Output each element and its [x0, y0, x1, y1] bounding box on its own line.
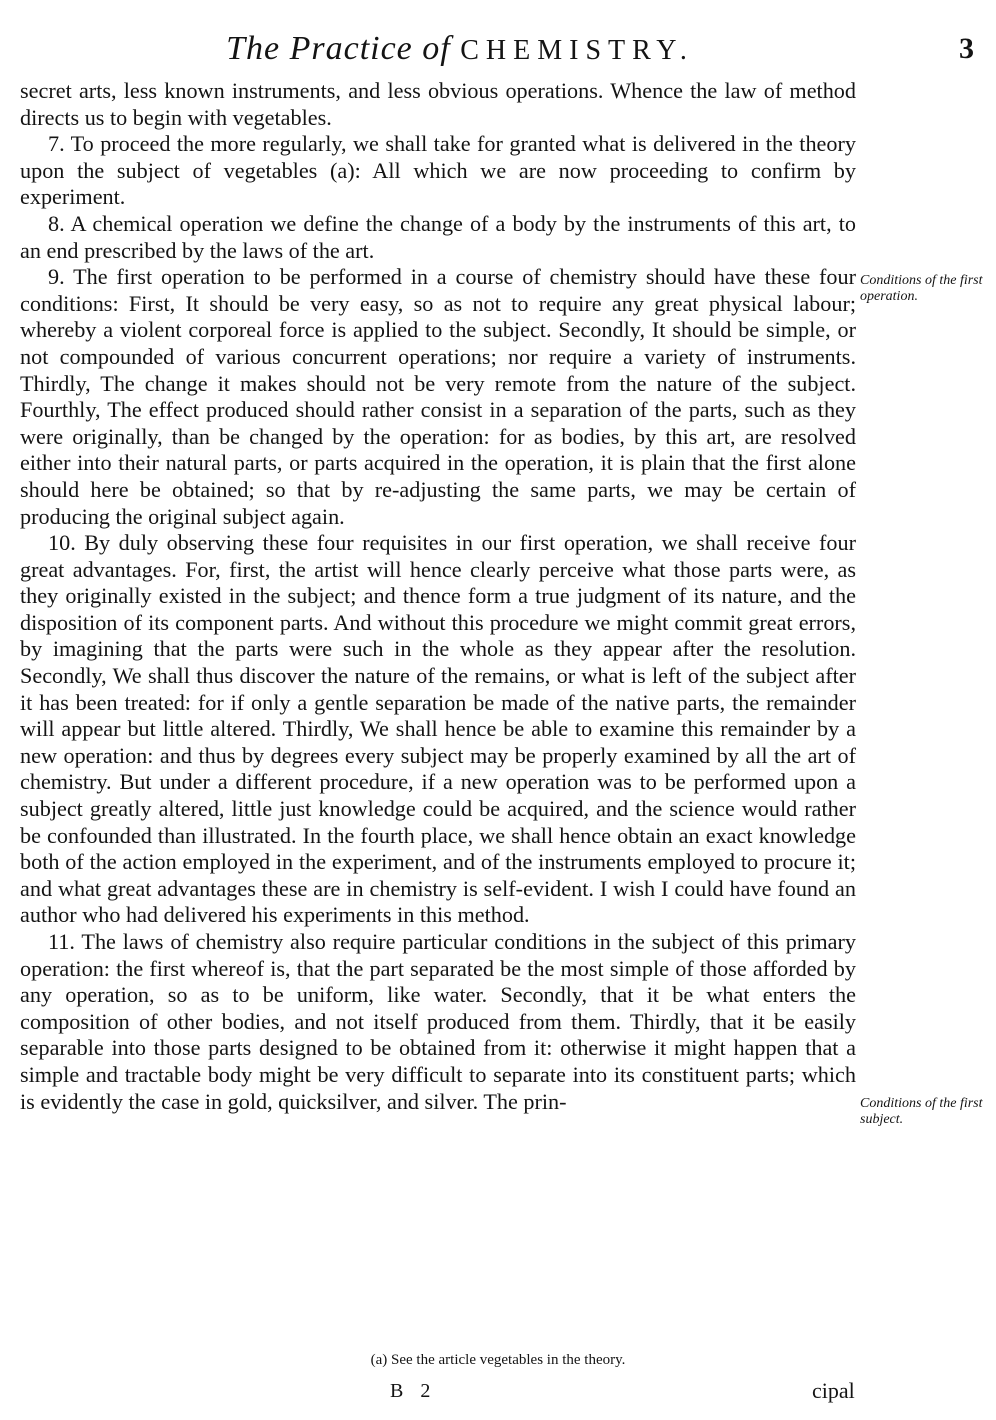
margin-note-first-operation: Conditions of the first operation. [860, 273, 983, 304]
paragraph-9: 9. The first operation to be performed in a course of chemistry should have these four conditions: First, It should be very easy, so as not to require any great physical labour; whereby a violent corporeal force is applied to the subject. Secondly, It should be simple, or not compounded of various concurrent operations; nor require a variety of instruments. Thirdly, The change it makes should not be very remote from the nature of the subject. Fourthly, The effect produced should rather consist in a separation of the parts, such as they were originally, than be changed by the operation: for as bodies, by this art, are resolved either into their natural parts, or parts acquired in the operation, it is plain that the first alone should here be obtained; so that by re-adjusting the same parts, we may be certain of producing the original subject again. [20, 264, 856, 529]
paragraph-11: 11. The laws of chemistry also require particular conditions in the subject of this primary operation: the first whereof is, that the part separated be the most simple of those afforded by any operation, so as to be uniform, like water. Secondly, that it be what enters the composition of other bodies, and not itself produced from them. Thirdly, that it be easily separable into those parts designed to be obtained from it: otherwise it might happen that a simple and tractable body might be very difficult to separate into its constituent parts; which is evidently the case in gold, quicksilver, and silver. The prin- [20, 929, 856, 1114]
body-text [20, 78, 856, 1115]
paragraph-10: 10. By duly observing these four requisites in our first operation, we shall receive four great advantages. For, first, the artist will hence clearly perceive what those parts were, as they originally existed in the subject; and thence form a true judgment of its nature, and the disposition of its component parts. And without this procedure we might commit great errors, by imagining that the parts were such in the whole as they appear after the resolution. Secondly, We shall thus discover the nature of the remains, or what is left of the subject after it has been treated: for if only a gentle separation be made of the native parts, the remainder will appear but little altered. Thirdly, We shall hence be able to examine this remainder by a new operation: and thus by degrees every subject may be properly examined by all the art of chemistry. But under a different procedure, if a new operation was to be performed upon a subject greatly altered, little just knowledge could be acquired, and the science would rather be confounded than illustrated. In the fourth place, we shall hence obtain an exact knowledge both of the action employed in the experiment, and of the instruments employed to procure it; and what great advantages these are in chemistry is self-evident. I wish I could have found an author who had delivered his experiments in this method. [20, 530, 856, 928]
running-head [200, 30, 720, 68]
running-head-caps: CHEMISTRY. [460, 35, 694, 66]
page-number: 3 [959, 32, 974, 65]
catchword: cipal [812, 1378, 855, 1403]
footnote: (a) See the article vegetables in the theory. [370, 1352, 626, 1368]
page-header [0, 30, 996, 70]
margin-note-first-subject: Conditions of the first subject. [860, 1096, 983, 1127]
paragraph-8: 8. A chemical operation we define the change of a body by the instruments of this art, to an end prescribed by the laws of the art. [20, 210, 856, 263]
signature-mark: B 2 [390, 1380, 437, 1402]
paragraph-continuation: secret arts, less known instruments, and less obvious operations. Whence the law of method directs us to begin with vegetables. [20, 78, 856, 130]
running-head-italic: The Practice of [226, 30, 451, 67]
paragraph-7: 7. To proceed the more regularly, we shall take for granted what is delivered in the theory upon the subject of vegetables (a): All which we are now proceeding to confirm by experiment. [20, 131, 856, 210]
